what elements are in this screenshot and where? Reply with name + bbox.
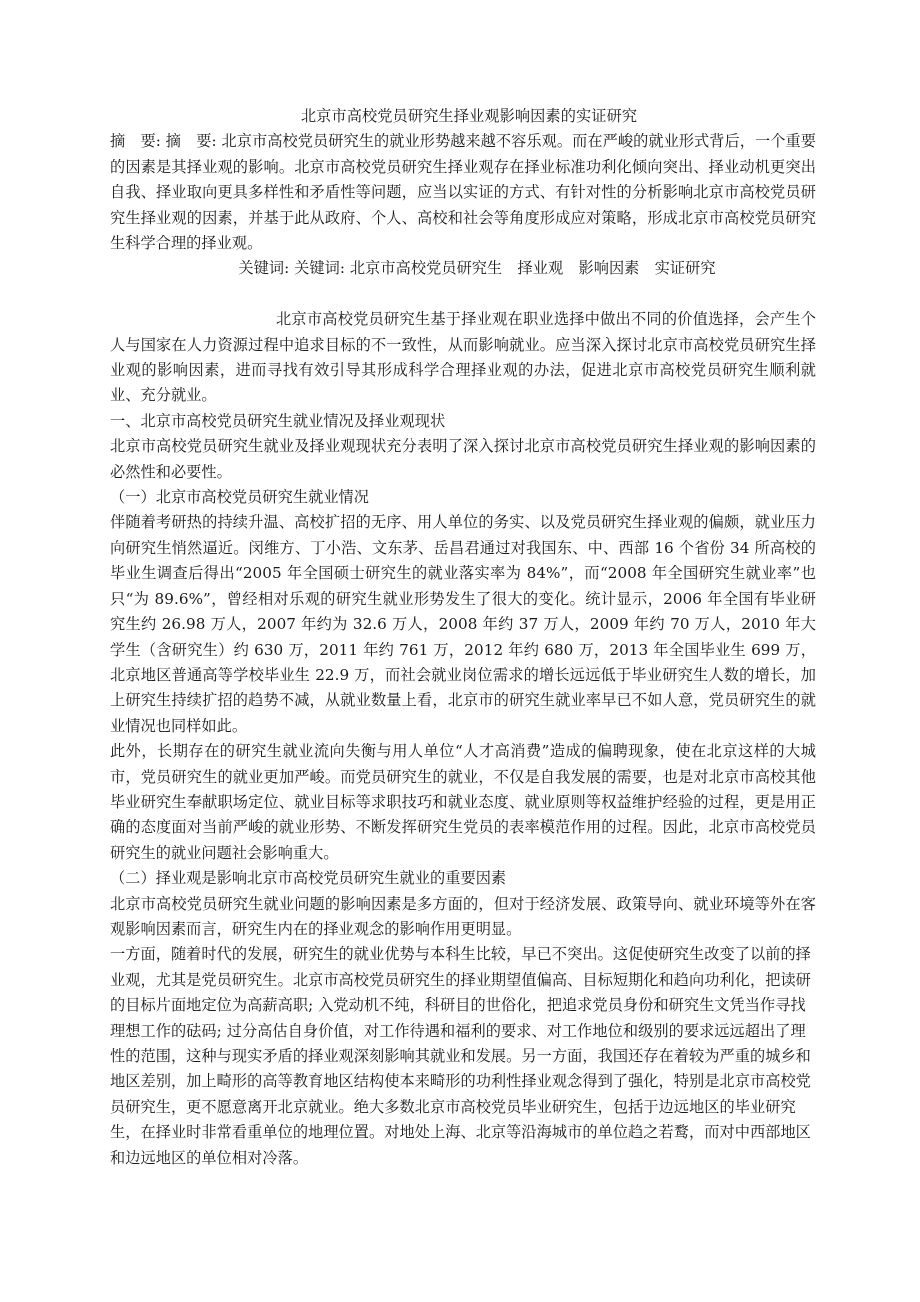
section-one-lead-paragraph: 北京市高校党员研究生就业及择业观现状充分表明了深入探讨北京市高校党员研究生择业观的影响因素的必然性和必要性。 — [110, 437, 816, 481]
subsection-two-paragraph-1: 北京市高校党员研究生就业问题的影响因素是多方面的，但对于经济发展、政策导向、就业环境等外在客观影响因素而言，研究生内在的择业观念的影响作用更明显。 — [110, 894, 816, 938]
subsection-one-paragraph-2: 此外，长期存在的研究生就业流向失衡与用人单位“人才高消费”造成的偏聘现象，使在北京这样的大城市，党员研究生的就业更加严峻。而党员研究生的就业，不仅是自我发展的需要，也是对北京市高校其他毕业研究生奉献职场定位、就业目标等求职技巧和就业态度、就业原则等权益维护经验的过程，更是用正确的态度面对当前严峻的就业形势、不断发挥研究生党员的表率模范作用的过程。因此，北京市高校党员研究生的就业问题社会影响重大。 — [110, 742, 816, 862]
subsection-two-heading: （二）择业观是影响北京市高校党员研究生就业的重要因素 — [110, 869, 507, 888]
abstract-paragraph: 摘 要: 摘 要: 北京市高校党员研究生的就业形势越来越不容乐观。而在严峻的就业形式背后，一个重要的因素是其择业观的影响。北京市高校党员研究生择业观存在择业标准功利化倾向突出、择业动机更突出自我、择业取向更具多样性和矛盾性等问题，应当以实证的方式、有针对性的分析影响北京市高校党员研究生择业观的因素，并基于此从政府、个人、高校和社会等角度形成应对策略，形成北京市高校党员研究生科学合理的择业观。 — [110, 132, 816, 253]
section-one-heading: 一、北京市高校党员研究生就业情况及择业观现状 — [110, 411, 446, 430]
document-body — [110, 104, 816, 1171]
subsection-one-paragraph-1: 伴随着考研热的持续升温、高校扩招的无序、用人单位的务实、以及党员研究生择业观的偏颇，就业压力向研究生悄然逼近。闵维方、丁小浩、文东茅、岳昌君通过对我国东、中、西部 16 个省份 34 所高校的毕业生调查后得出“2005 年全国硕士研究生的就业落实率为 84%”，而“2008 年全国研究生就业率”也只“为 89.6%”，曾经相对乐观的研究生就业形势发生了很大的变化。统计显示，2006 年全国有毕业研究生约 26.98 万人，2007 年约为 32.6 万人，2008 年约 37 万人，2009 年约 70 万人，2010 年大学生（含研究生）约 630 万，2011 年约 761 万，2012 年约 680 万，2013 年全国毕业生 699 万，北京地区普通高等学校毕业生 22.9 万，而社会就业岗位需求的增长远远低于毕业研究生人数的增长，加上研究生持续扩招的趋势不减，从就业数量上看，北京市的研究生就业率早已不如人意，党员研究生的就业情况也同样如此。 — [110, 513, 816, 735]
subsection-one-heading: （一）北京市高校党员研究生就业情况 — [110, 488, 370, 507]
keywords-line: 关键词: 关键词: 北京市高校党员研究生 择业观 影响因素 实证研究 — [238, 259, 716, 278]
paragraph-spacer — [110, 282, 816, 307]
intro-paragraph: 北京市高校党员研究生基于择业观在职业选择中做出不同的价值选择，会产生个人与国家在人力资源过程中追求目标的不一致性，从而影响就业。应当深入探讨北京市高校党员研究生择业观的影响因素，进而寻找有效引导其形成科学合理择业观的办法，促进北京市高校党员研究生顺利就业、充分就业。 — [110, 310, 816, 405]
page-title: 北京市高校党员研究生择业观影响因素的实证研究 — [300, 107, 638, 125]
subsection-two-paragraph-2: 一方面，随着时代的发展，研究生的就业优势与本科生比较，早已不突出。这促使研究生改变了以前的择业观，尤其是党员研究生。北京市高校党员研究生的择业期望值偏高、目标短期化和趋向功利化，把读研的目标片面地定位为高薪高职; 入党动机不纯，科研目的世俗化，把追求党员身份和研究生文凭当作寻找理想工作的砝码; 过分高估自身价值，对工作待遇和福利的要求、对工作地位和级别的要求远远超出了理性的范围，这种与现实矛盾的择业观深刻影响其就业和发展。另一方面，我国还存在着较为严重的城乡和地区差别，加上畸形的高等教育地区结构使本来畸形的功利性择业观念得到了强化，特别是北京市高校党员研究生，更不愿意离开北京就业。绝大多数北京市高校党员毕业研究生，包括于边远地区的毕业研究生，在择业时非常看重单位的地理位置。对地处上海、北京等沿海城市的单位趋之若鹜，而对中西部地区和边远地区的单位相对冷落。 — [110, 945, 811, 1167]
